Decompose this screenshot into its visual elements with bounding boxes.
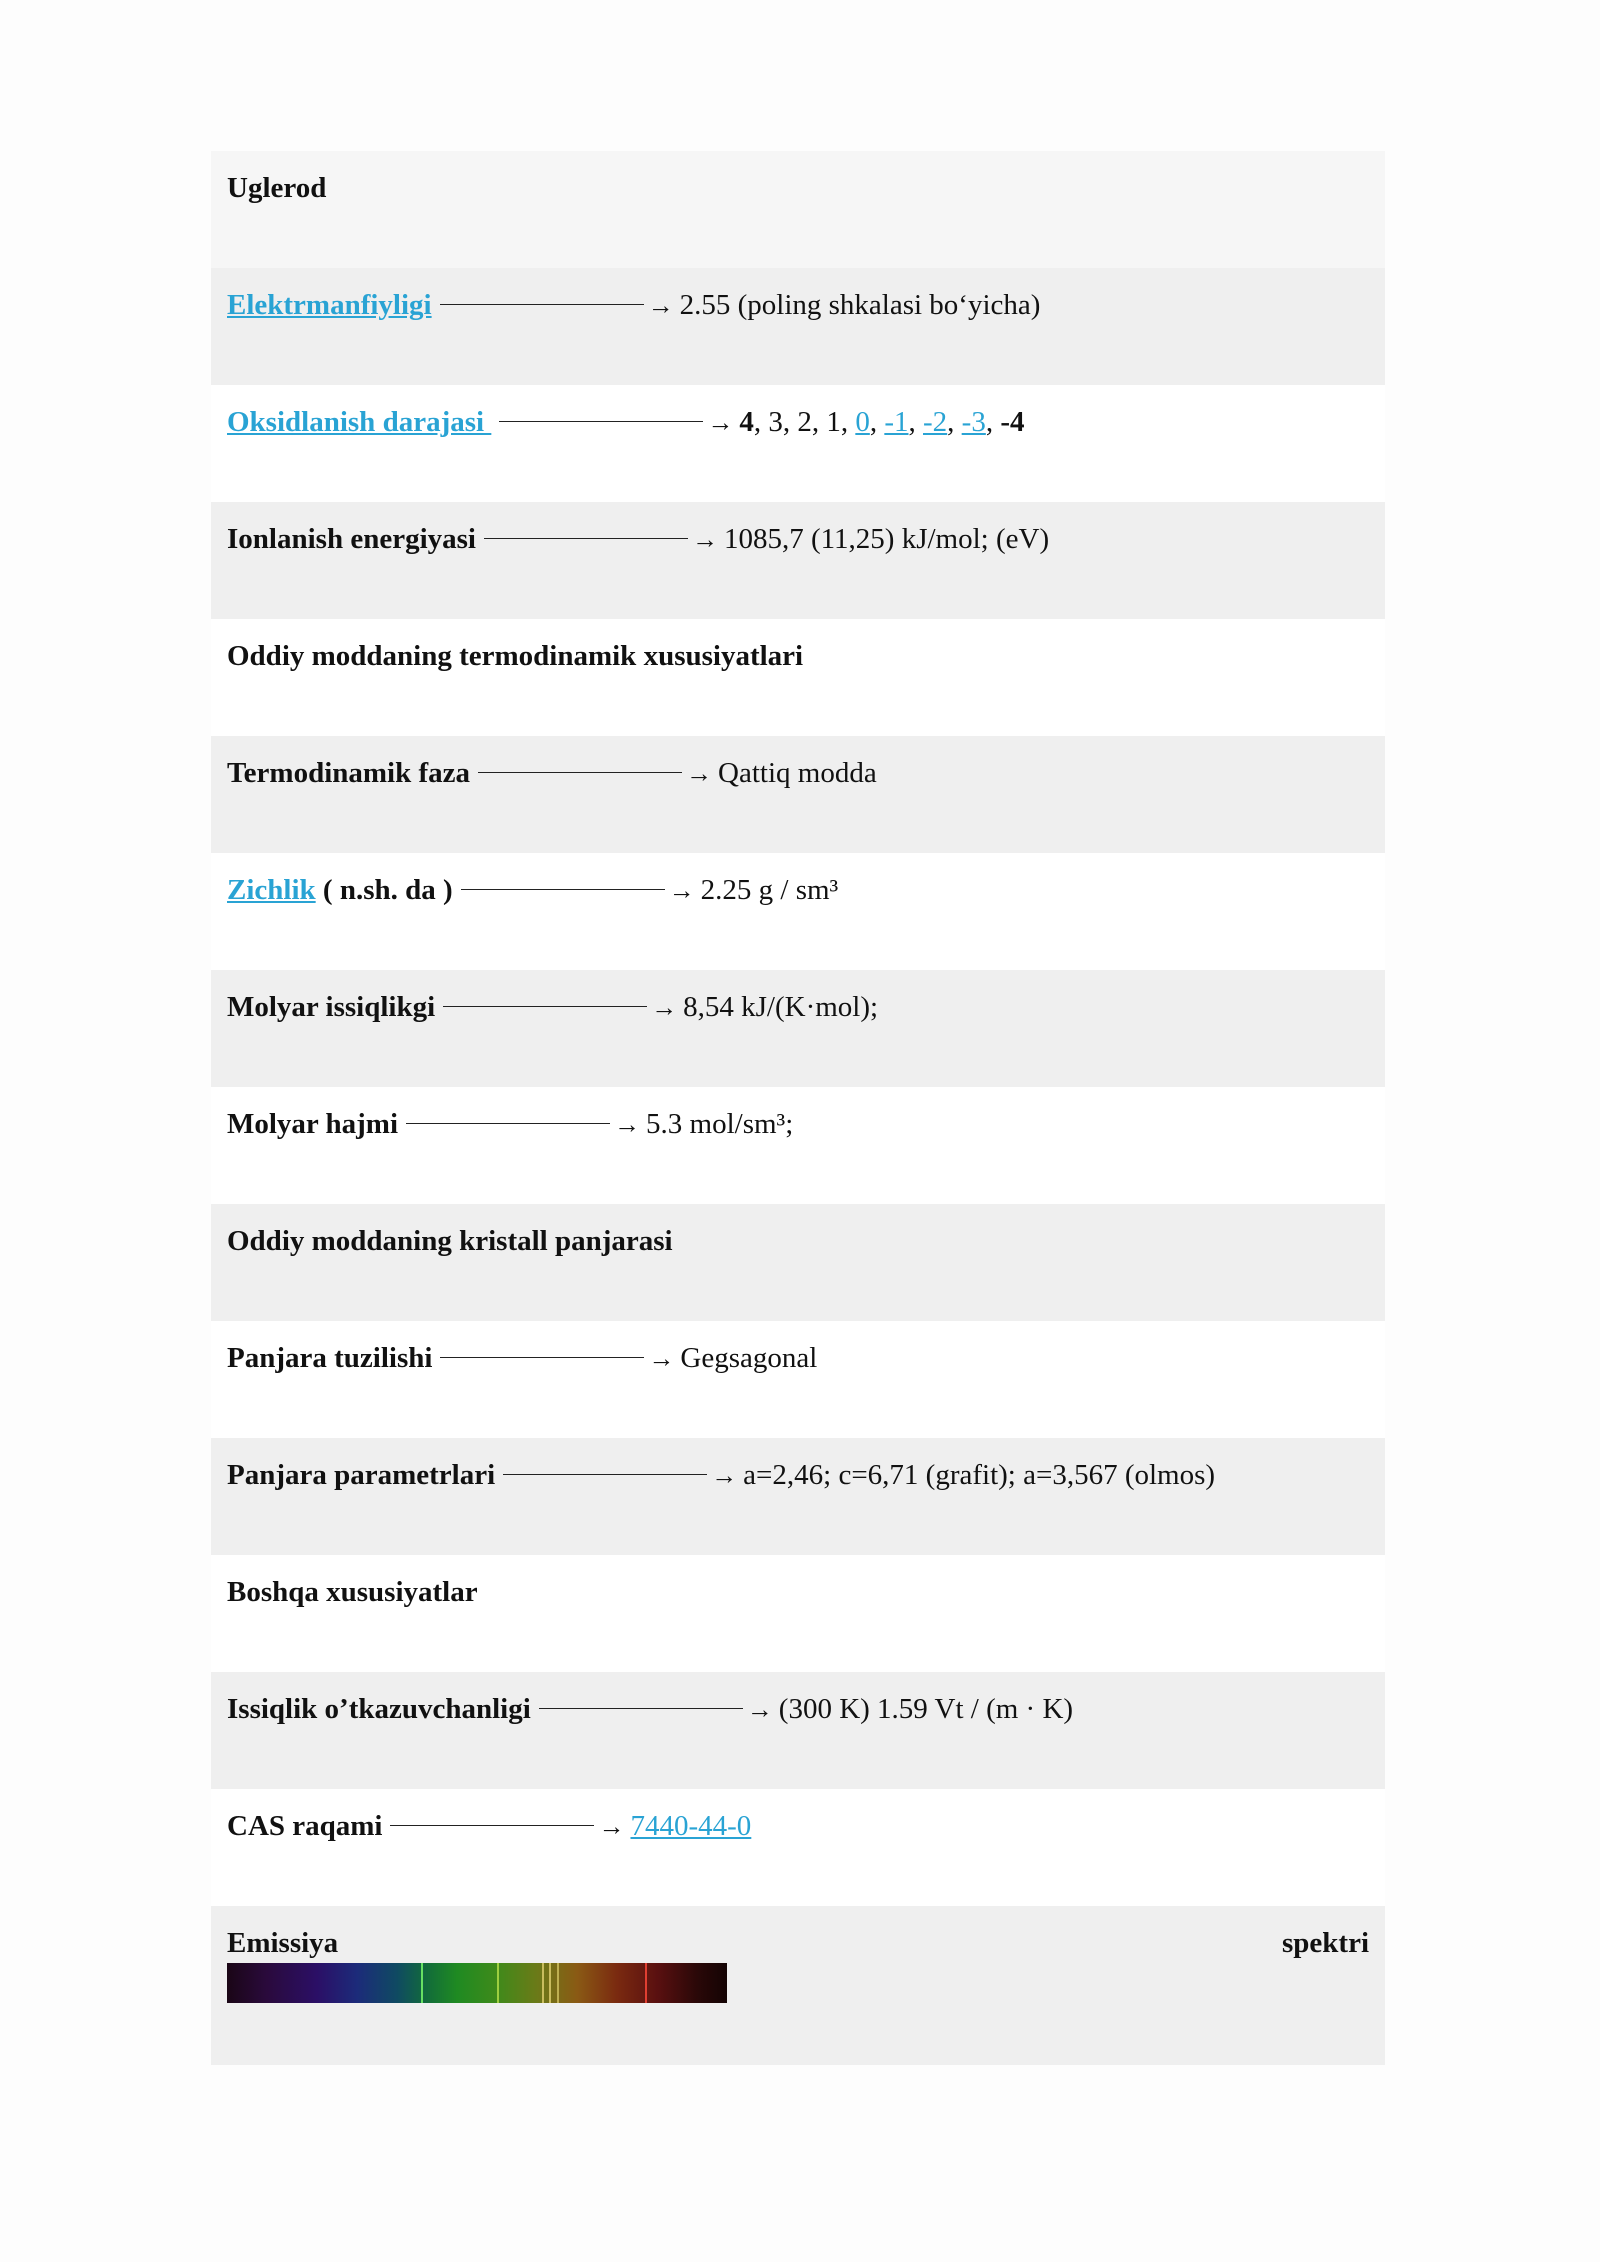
property-row xyxy=(211,1204,1385,1321)
arrow-icon: → xyxy=(746,1695,773,1724)
arrow-icon: → xyxy=(686,759,713,788)
leader-line xyxy=(484,538,680,539)
property-row xyxy=(211,268,1385,385)
oxidation-state-link[interactable]: 0 xyxy=(855,406,870,438)
property-label: Issiqlik o’tkazuvchanligi xyxy=(227,1693,531,1725)
spectral-line xyxy=(497,1963,499,2003)
property-label: Molyar issiqlikgi xyxy=(227,991,436,1023)
element-properties-table xyxy=(211,151,1385,2065)
leader-line xyxy=(440,304,636,305)
property-value: Gegsagonal xyxy=(680,1342,818,1374)
oxidation-state-text: -4 xyxy=(1000,406,1025,438)
leader-line xyxy=(443,1006,639,1007)
property-row xyxy=(211,970,1385,1087)
leader-dash xyxy=(735,1708,743,1709)
spectral-line xyxy=(549,1963,551,2003)
property-value: (300 K) 1.59 Vt / (m · K) xyxy=(778,1693,1074,1725)
spectrum-label: spektri xyxy=(1282,1927,1369,1959)
property-label-link[interactable]: Zichlik xyxy=(227,874,316,906)
property-label: Ionlanish energiyasi xyxy=(227,523,476,555)
leader-dash xyxy=(636,304,644,305)
leader-dash xyxy=(699,1474,707,1475)
leader-line xyxy=(499,421,695,422)
property-value: 8,54 kJ/(K·mol); xyxy=(683,991,879,1023)
property-value-link[interactable]: 7440-44-0 xyxy=(630,1810,752,1842)
leader-line xyxy=(503,1474,699,1475)
property-label-link[interactable]: Elektrmanfiyligi xyxy=(227,289,432,321)
property-row xyxy=(211,385,1385,502)
leader-dash xyxy=(674,772,682,773)
arrow-icon: → xyxy=(598,1812,625,1841)
property-row xyxy=(211,853,1385,970)
oxidation-state-text: , xyxy=(985,406,1001,438)
oxidation-state-link[interactable]: -1 xyxy=(884,406,909,438)
leader-dash xyxy=(695,421,703,422)
arrow-icon: → xyxy=(707,408,734,437)
leader-line xyxy=(461,889,657,890)
leader-dash xyxy=(680,538,688,539)
property-row xyxy=(211,1087,1385,1204)
property-row xyxy=(211,1672,1385,1789)
section-heading: Boshqa xususiyatlar xyxy=(227,1576,478,1608)
leader-line xyxy=(390,1825,586,1826)
property-label: Panjara tuzilishi xyxy=(227,1342,433,1374)
property-value: a=2,46; c=6,71 (grafit); a=3,567 (olmos) xyxy=(743,1459,1216,1491)
oxidation-state-text: , xyxy=(869,406,885,438)
property-value: 1085,7 (11,25) kJ/mol; (eV) xyxy=(723,523,1050,555)
section-heading: Oddiy moddaning kristall panjarasi xyxy=(227,1225,673,1257)
oxidation-state-text: , xyxy=(947,406,962,438)
property-row xyxy=(211,1789,1385,1906)
spectral-line xyxy=(645,1963,647,2003)
property-row xyxy=(211,151,1385,268)
leader-dash xyxy=(636,1357,644,1358)
property-label: Molyar hajmi xyxy=(227,1108,399,1140)
arrow-icon: → xyxy=(711,1461,738,1490)
emission-header xyxy=(227,1925,1369,1961)
spectral-line xyxy=(421,1963,423,2003)
property-row xyxy=(211,1906,1385,2065)
leader-line xyxy=(478,772,674,773)
property-row xyxy=(211,1555,1385,1672)
arrow-icon: → xyxy=(648,1344,675,1373)
property-value: 2.25 g / sm³ xyxy=(700,874,839,906)
oxidation-state-link[interactable]: -3 xyxy=(961,406,986,438)
oxidation-state-text: , 3, 2, 1, xyxy=(753,406,856,438)
oxidation-state-text: , xyxy=(908,406,923,438)
property-value: Qattiq modda xyxy=(718,757,877,789)
property-label: CAS raqami xyxy=(227,1810,383,1842)
arrow-icon: → xyxy=(614,1110,641,1139)
property-label: Termodinamik faza xyxy=(227,757,471,789)
leader-dash xyxy=(657,889,665,890)
emission-label: Emissiya xyxy=(227,1927,339,1959)
property-label-link[interactable]: Oksidlanish darajasi xyxy=(227,406,492,438)
property-value: 5.3 mol/sm³; xyxy=(646,1108,794,1140)
emission-spectrum-image xyxy=(227,1963,727,2003)
property-row xyxy=(211,1321,1385,1438)
leader-line xyxy=(539,1708,735,1709)
section-heading: Uglerod xyxy=(227,172,327,204)
leader-line xyxy=(406,1123,602,1124)
property-label: Panjara parametrlari xyxy=(227,1459,496,1491)
arrow-icon: → xyxy=(668,876,695,905)
leader-dash xyxy=(602,1123,610,1124)
arrow-icon: → xyxy=(647,291,674,320)
spectral-line xyxy=(557,1963,559,2003)
spectral-line xyxy=(542,1963,544,2003)
leader-dash xyxy=(639,1006,647,1007)
arrow-icon: → xyxy=(691,525,718,554)
oxidation-state-link[interactable]: -2 xyxy=(923,406,948,438)
property-value: 2.55 (poling shkalasi bo‘yicha) xyxy=(679,289,1041,321)
property-row xyxy=(211,736,1385,853)
leader-dash xyxy=(586,1825,594,1826)
oxidation-state-text: 4 xyxy=(739,406,754,438)
section-heading: Oddiy moddaning termodinamik xususiyatlari xyxy=(227,640,804,672)
arrow-icon: → xyxy=(651,993,678,1022)
property-row xyxy=(211,619,1385,736)
property-row xyxy=(211,502,1385,619)
property-label-suffix: ( n.sh. da ) xyxy=(315,874,453,906)
property-row xyxy=(211,1438,1385,1555)
property-value xyxy=(739,406,1024,438)
leader-line xyxy=(440,1357,636,1358)
